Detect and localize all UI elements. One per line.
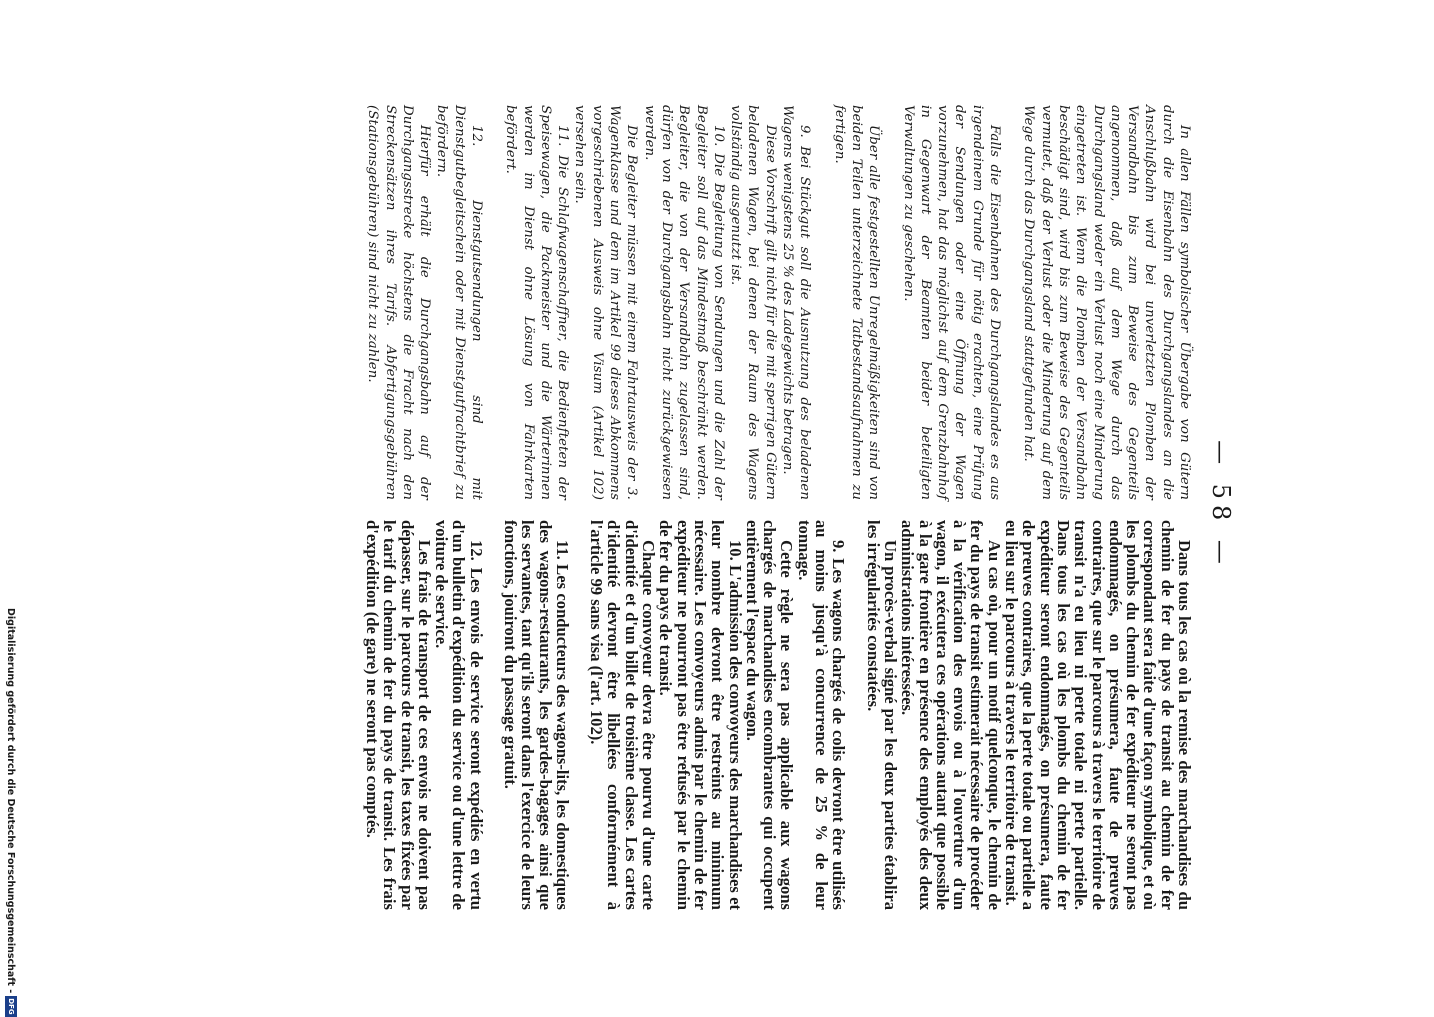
french-paragraph: 11. Les conducteurs des wagons-lits, les domestiques des wagons-restaurants, les gardes-bagages ainsi que les servantes, tant qu'ils seront dans l'exercice de leurs fonctions, jouiront du passage gratuit.: [501, 520, 572, 910]
german-paragraph: Diese Vorschrift gilt nicht für die mit sperrigen Gütern beladenen Wagen, bei denen der Raum des Wagens vollständig ausgenutzt ist.: [728, 105, 778, 500]
french-paragraph: Chaque convoyeur devra être pourvu d'une carte d'identité et d'un billet de troisième classe. Les cartes d'identité devront être libellées conformément à l'article 99 sans visa (l'art. 102).: [587, 520, 659, 910]
credit-line: [3, 608, 19, 1015]
french-paragraph: 9. Les wagons chargés de colis devront être utilisés au moins jusqu'à concurrence de 25 % de leur tonnage.: [794, 520, 849, 910]
german-paragraph: 10. Die Begleitung von Sendungen und die Zahl der Begleiter soll auf das Mindestmaß beschränkt werden. Begleiter, die von der Versandbahn zugelassen sind, dürfen von der Durchgangsbahn nicht zurückgewiesen werden.: [641, 105, 726, 500]
german-paragraph: 9. Bei Stückgut soll die Ausnutzung des beladenen Wagens wenigstens 25 % des Ladegewichts betragen.: [780, 105, 813, 500]
french-paragraph: Au cas où, pour un motif quelconque, le chemin de fer du pays de transit estimerait nécessaire de procéder à la vérification des envois ou à l'ouverture d'un wagon, il exécutera ces opérations autant que possible à la gare frontière en présence des employés des deux administrations intéressées.: [898, 520, 1004, 910]
digitization-credit: [3, 608, 21, 1015]
german-paragraph: Die Begleiter müssen mit einem Fahrtausweis der 3. Wagenklasse und dem im Artikel 99 dieses Abkommens vorgeschriebenen Ausweis ohne Visum (Artikel 102) versehen sein.: [572, 105, 640, 500]
french-paragraph: Les frais de transport de ces envois ne doivent pas dépasser, sur le parcours de transit, les taxes fixées par le tarif du chemin de fer du pays de transit. Les frais d'expédition (de gare) ne seront pas comptés.: [362, 520, 434, 910]
german-paragraph: 12. Dienstgutsendungen sind mit Dienstgutbegleitschein oder mit Dienstgutfrachtbrief zu befördern.: [434, 105, 485, 500]
german-paragraph: Falls die Eisenbahnen des Durchgangslandes es aus irgendeinem Grunde für nötig erachten, eine Prüfung der Sendungen oder eine Öffnung der Wagen vorzunehmen, hat das möglichst auf dem Grenzbahnhof in Gegenwart der Beamten beider beteiligten Verwaltungen zu geschehen.: [900, 105, 1003, 500]
french-paragraph: 12. Les envois de service seront expédiés en vertu d'un bulletin d'expédition du service ou d'une lettre de voiture de service.: [432, 520, 486, 910]
french-paragraph: Cette règle ne sera pas applicable aux wagons chargés de marchandises encombrantes qui occupent entièrement l'espace du wagon.: [742, 520, 797, 910]
rotated-document-page: [305, 95, 1235, 915]
german-text-column: [364, 105, 1193, 500]
french-paragraph: Un procès-verbal signé par les deux parties établira les irrégularités constatées.: [863, 520, 900, 910]
credit-text: Digitalisierung gefördert durch die Deutsche Forschungsgemeinschaft -: [5, 608, 17, 994]
german-paragraph: In allen Fällen symbolischer Übergabe von Gütern durch die Eisenbahn des Durchgangslandes an die Anschlußbahn wird bei unverletzten Plomben der Versandbahn bis zum Beweise des Gegenteils angenommen, daß auf dem Wege durch das Durchgangsland weder ein Verlust noch eine Minderung eingetreten ist. Wenn die Plomben der Versandbahn beschädigt sind, wird bis zum Beweise des Gegenteils vermutet, daß der Verlust oder die Minderung auf dem Wege durch das Durchgangsland stattgefunden hat.: [1021, 105, 1192, 500]
dfg-logo: DFG: [7, 998, 15, 1015]
german-paragraph: 11. Die Schlafwagenschaffner, die Bedienfteten der Speisewagen, die Packmeister und die Wärterinnen werden im Dienst ohne Lösung von Fahrkarten befördert.: [503, 105, 571, 500]
german-paragraph: Über alle festgestellten Unregelmäßigkeiten sind von beiden Teilen unterzeichnete Tatbestandsaufnahmen zu fertigen.: [831, 105, 882, 500]
page-number: — 58 —: [1207, 440, 1235, 570]
french-paragraph: Dans tous les cas où la remise des marchandises du chemin de fer du pays de transit au chemin de fer correspondant sera faite d'une façon symbolique, et où les plombs du chemin de fer expéditeur ne seront pas endommagés, on présumera, faute de preuves contraires, que sur le parcours à travers le territoire de transit n'a eu lieu ni perte totale ni perte partielle. Dans tous les cas où les plombs du chemin de fer expéditeur seront endommagés, on présumera, faute de preuves contraires, que la perte totale ou partielle a eu lieu sur le parcours à travers le territoire de transit.: [1002, 520, 1194, 910]
french-text-column: [364, 520, 1193, 910]
german-paragraph: Hierfür erhält die Durchgangsbahn auf der Durchgangsstrecke höchstens die Fracht nach den Streckensätzen ihres Tarifs. Abfertigungsgebühren (Stationsgebühren) sind nicht zu zahlen.: [365, 105, 433, 500]
french-paragraph: 10. L'admission des convoyeurs des marchandises et leur nombre devront être restreints au minimum nécessaire. Les convoyeurs admis par le chemin de fer expéditeur ne pourront pas être refusés par le chemin de fer du pays de transit.: [656, 520, 745, 910]
